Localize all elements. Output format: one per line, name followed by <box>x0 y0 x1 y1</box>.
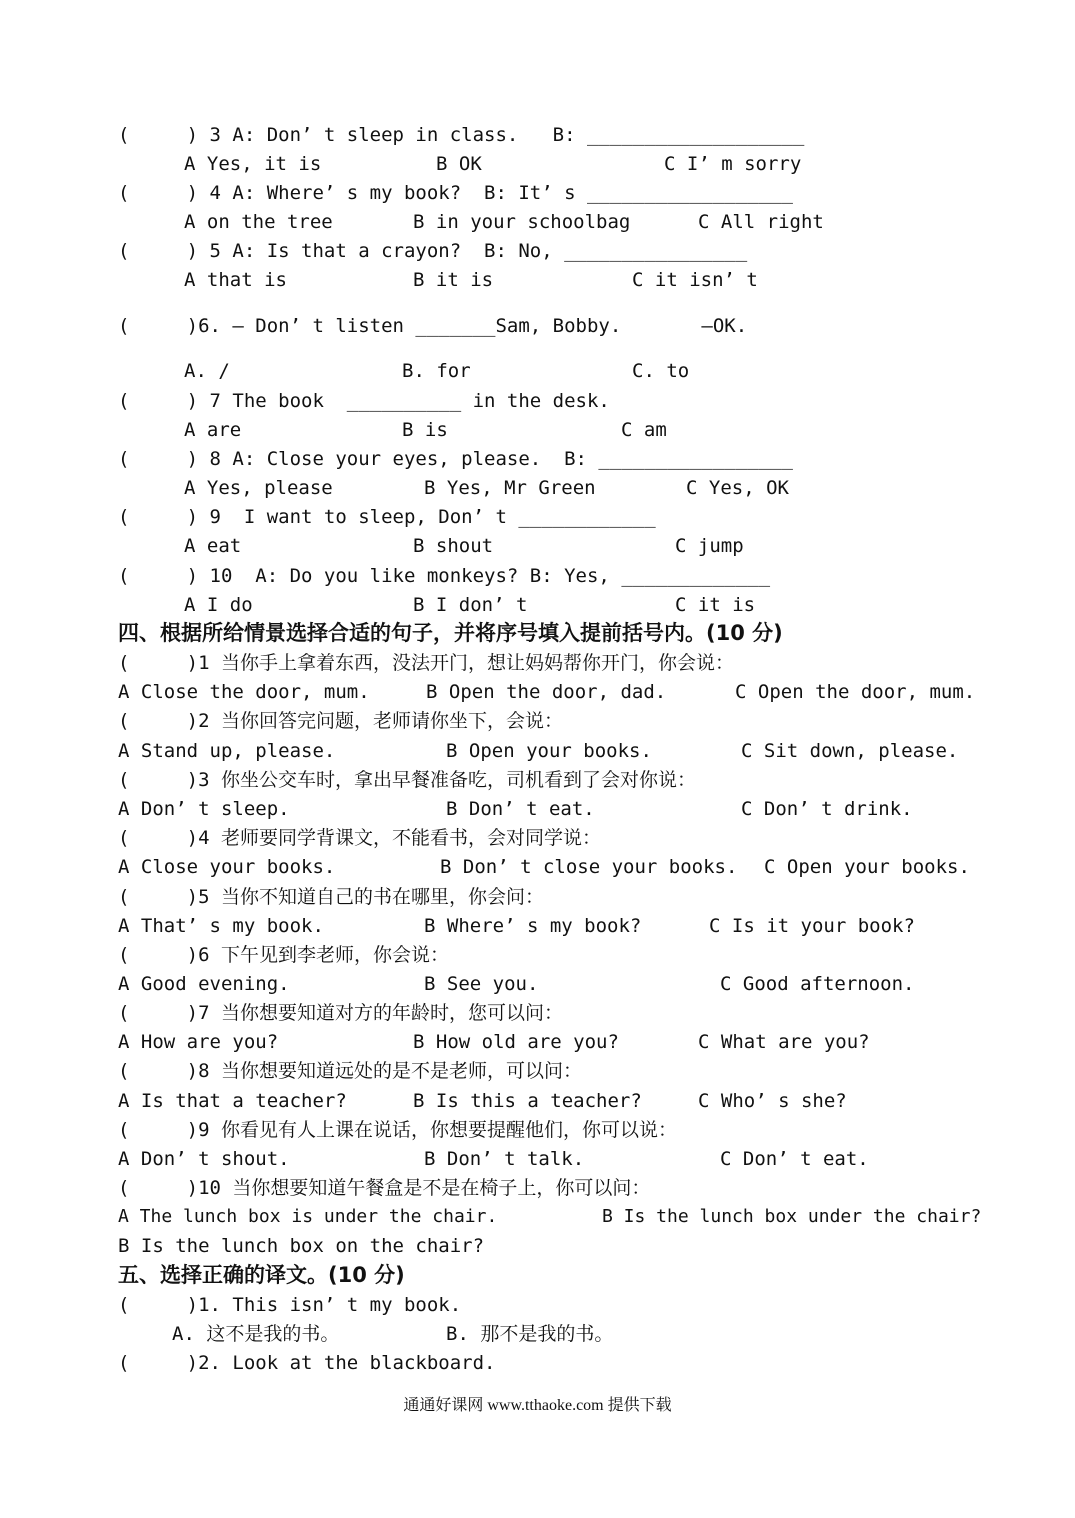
section4-q3-option-a: A Don’ t sleep. <box>118 798 290 820</box>
section3-q8-option-c: C Yes, OK <box>686 477 789 499</box>
section3-question-6: ( )6. — Don’ t listen _______Sam, Bobby. —OK. <box>118 315 748 337</box>
section4-q6-option-c: C Good afternoon. <box>720 973 915 995</box>
section4-q3-option-c: C Don’ t drink. <box>741 798 913 820</box>
section3-q4-option-c: C All right <box>698 211 824 233</box>
section4-q9-option-b: B Don’ t talk. <box>424 1148 585 1170</box>
section4-q8-option-c: C Who’ s she? <box>698 1090 847 1112</box>
section4-question-8: ( )8 当你想要知道远处的是不是老师，可以问： <box>118 1060 582 1082</box>
section3-q5-option-a: A that is <box>184 269 287 291</box>
section3-q10-option-c: C it is <box>675 594 756 616</box>
section3-q3-option-a: A Yes, it is <box>184 153 322 175</box>
section5-q1-option-a: A. 这不是我的书。 <box>172 1323 340 1345</box>
section3-question-7: ( ) 7 The book __________ in the desk. <box>118 390 610 412</box>
section4-question-7: ( )7 当你想要知道对方的年龄时，您可以问： <box>118 1002 563 1024</box>
section4-q2-option-b: B Open your books. <box>446 740 652 762</box>
section4-question-9: ( )9 你看见有人上课在说话，你想要提醒他们，你可以说： <box>118 1119 677 1141</box>
section4-q7-option-a: A How are you? <box>118 1031 279 1053</box>
section4-q6-option-a: A Good evening. <box>118 973 290 995</box>
section4-question-4: ( )4 老师要同学背课文，不能看书，会对同学说： <box>118 827 601 849</box>
section4-q5-option-c: C Is it your book? <box>709 915 915 937</box>
section4-q4-option-c: C Open your books. <box>764 856 970 878</box>
section3-q6-option-b: B. for <box>402 360 471 382</box>
section3-q4-option-a: A on the tree <box>184 211 333 233</box>
section4-q1-option-a: A Close the door, mum. <box>118 681 370 703</box>
section3-q5-option-c: C it isn’ t <box>632 269 758 291</box>
section3-question-4: ( ) 4 A: Where’ s my book? B: It’ s __________________ <box>118 182 793 204</box>
section3-q6-option-a: A. / <box>184 360 230 382</box>
section4-q8-option-a: A Is that a teacher? <box>118 1090 347 1112</box>
section3-q10-option-b: B I don’ t <box>413 594 528 616</box>
section4-q8-option-b: B Is this a teacher? <box>413 1090 642 1112</box>
section4-q3-option-b: B Don’ t eat. <box>446 798 595 820</box>
section4-question-2: ( )2 当你回答完问题，老师请你坐下，会说： <box>118 710 563 732</box>
section3-question-10: ( ) 10 A: Do you like monkeys? B: Yes, _____________ <box>118 565 771 587</box>
section4-q5-option-b: B Where’ s my book? <box>424 915 642 937</box>
section3-q6-option-c: C. to <box>632 360 690 382</box>
section4-question-6: ( )6 下午见到李老师，你会说： <box>118 944 449 966</box>
section3-question-8: ( ) 8 A: Close your eyes, please. B: _________________ <box>118 448 793 470</box>
section3-q9-option-b: B shout <box>413 535 494 557</box>
section4-q7-option-c: C What are you? <box>698 1031 870 1053</box>
section4-q4-option-a: A Close your books. <box>118 856 336 878</box>
section4-q4-option-b: B Don’ t close your books. <box>440 856 738 878</box>
section3-q7-option-c: C am <box>621 419 667 441</box>
section3-q7-option-a: A are <box>184 419 242 441</box>
page-footer: 通通好课网 www.tthaoke.com 提供下载 <box>403 1397 672 1414</box>
section4-q1-option-c: C Open the door, mum. <box>735 681 976 703</box>
section4-q2-option-c: C Sit down, please. <box>741 740 959 762</box>
section3-q9-option-c: C jump <box>675 535 744 557</box>
section4-heading: 四、根据所给情景选择合适的句子，并将序号填入提前括号内。(10 分) <box>118 621 783 645</box>
section3-q5-option-b: B it is <box>413 269 494 291</box>
section4-q10-option-a: A The lunch box is under the chair. <box>118 1206 498 1227</box>
section3-q10-option-a: A I do <box>184 594 253 616</box>
section3-q7-option-b: B is <box>402 419 448 441</box>
section4-q6-option-b: B See you. <box>424 973 539 995</box>
section3-question-9: ( ) 9 I want to sleep, Don’ t ____________ <box>118 506 656 528</box>
section4-question-1: ( )1 当你手上拿着东西，没法开门，想让妈妈帮你开门，你会说： <box>118 652 734 674</box>
section4-q1-option-b: B Open the door, dad. <box>426 681 667 703</box>
section5-question-2: ( )2. Look at the blackboard. <box>118 1352 496 1374</box>
section3-q8-option-b: B Yes, Mr Green <box>424 477 596 499</box>
section4-q10-option-c: B Is the lunch box on the chair? <box>118 1235 485 1257</box>
section4-q7-option-b: B How old are you? <box>413 1031 619 1053</box>
section4-question-5: ( )5 当你不知道自己的书在哪里，你会问： <box>118 886 544 908</box>
section5-heading: 五、选择正确的译文。(10 分) <box>118 1263 405 1287</box>
section5-question-1: ( )1. This isn’ t my book. <box>118 1294 462 1316</box>
section4-q2-option-a: A Stand up, please. <box>118 740 336 762</box>
section4-q10-option-b: B Is the lunch box under the chair? <box>602 1206 982 1227</box>
section5-q1-option-b: B. 那不是我的书。 <box>446 1323 614 1345</box>
section4-q9-option-c: C Don’ t eat. <box>720 1148 869 1170</box>
section4-q9-option-a: A Don’ t shout. <box>118 1148 290 1170</box>
section4-question-3: ( )3 你坐公交车时，拿出早餐准备吃，司机看到了会对你说： <box>118 769 696 791</box>
section3-q3-option-c: C I’ m sorry <box>664 153 802 175</box>
section3-q9-option-a: A eat <box>184 535 242 557</box>
section3-question-3: ( ) 3 A: Don’ t sleep in class. B: ___________________ <box>118 124 805 146</box>
section3-question-5: ( ) 5 A: Is that a crayon? B: No, ________________ <box>118 240 748 262</box>
section3-q8-option-a: A Yes, please <box>184 477 333 499</box>
section3-q4-option-b: B in your schoolbag <box>413 211 631 233</box>
section3-q3-option-b: B OK <box>436 153 482 175</box>
section4-q5-option-a: A That’ s my book. <box>118 915 324 937</box>
section4-question-10: ( )10 当你想要知道午餐盒是不是在椅子上，你可以问： <box>118 1177 651 1199</box>
